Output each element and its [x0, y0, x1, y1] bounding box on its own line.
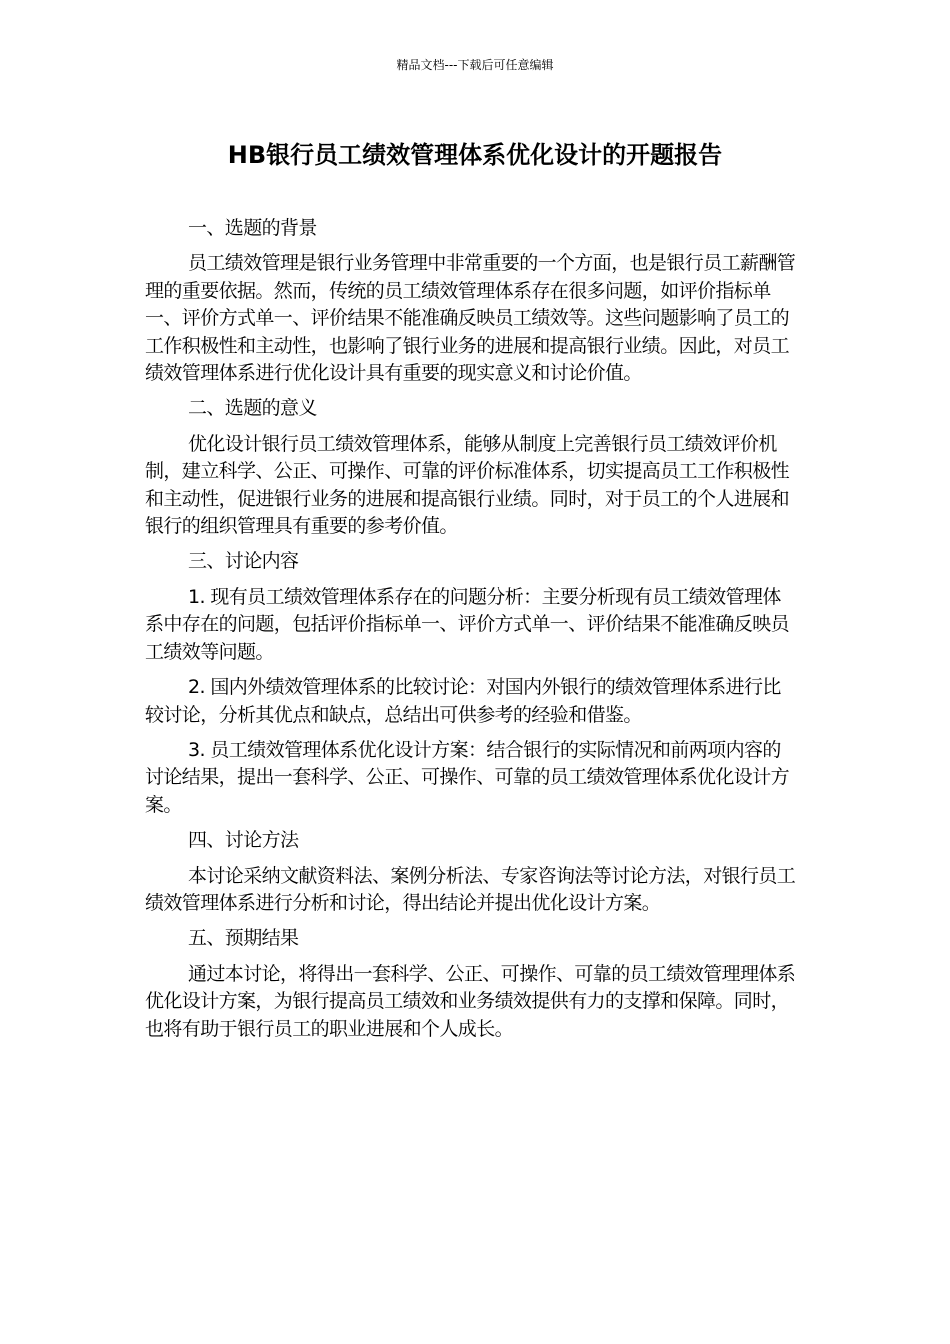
paragraph-significance: 优化设计银行员工绩效管理体系，能够从制度上完善银行员工绩效评价机制，建立科学、公正、可操作、可靠的评价标准体系，切实提高员工工作积极性和主动性，促进银行业务的进展和提高银行业绩。同时，对于员工的个人进展和银行的组织管理具有重要的参考价值。: [145, 432, 790, 538]
paragraph-content-item-3: 3. 员工绩效管理体系优化设计方案：结合银行的实际情况和前两项内容的讨论结果，提出一套科学、公正、可操作、可靠的员工绩效管理体系优化设计方案。: [145, 738, 790, 816]
page-header: 精品文档---下载后可任意编辑: [396, 58, 554, 72]
document-body: [145, 215, 799, 1051]
paragraph-methods: 本讨论采纳文献资料法、案例分析法、专家咨询法等讨论方法，对银行员工绩效管理体系进行分析和讨论，得出结论并提出优化设计方案。: [145, 864, 796, 914]
section-heading-significance: 二、选题的意义: [188, 397, 317, 420]
document-title: HB银行员工绩效管理体系优化设计的开题报告: [227, 141, 723, 169]
section-heading-methods: 四、讨论方法: [188, 829, 299, 852]
paragraph-content-item-2: 2. 国内外绩效管理体系的比较讨论：对国内外银行的绩效管理体系进行比较讨论，分析其优点和缺点，总结出可供参考的经验和借鉴。: [145, 676, 781, 726]
paragraph-background: 员工绩效管理是银行业务管理中非常重要的一个方面，也是银行员工薪酬管理的重要依据。然而，传统的员工绩效管理体系存在很多问题，如评价指标单一、评价方式单一、评价结果不能准确反映员工绩效等。这些问题影响了员工的工作积极性和主动性，也影响了银行业务的进展和提高银行业绩。因此，对员工绩效管理体系进行优化设计具有重要的现实意义和讨论价值。: [145, 252, 796, 385]
section-heading-content: 三、讨论内容: [188, 550, 299, 573]
section-heading-expected-results: 五、预期结果: [188, 927, 299, 950]
paragraph-expected-results: 通过本讨论，将得出一套科学、公正、可操作、可靠的员工绩效管理理体系优化设计方案，为银行提高员工绩效和业务绩效提供有力的支撑和保障。同时，也将有助于银行员工的职业进展和个人成长。: [145, 962, 796, 1040]
paragraph-content-item-1: 1. 现有员工绩效管理体系存在的问题分析：主要分析现有员工绩效管理体系中存在的问题，包括评价指标单一、评价方式单一、评价结果不能准确反映员工绩效等问题。: [145, 585, 790, 663]
section-heading-background: 一、选题的背景: [188, 217, 317, 239]
